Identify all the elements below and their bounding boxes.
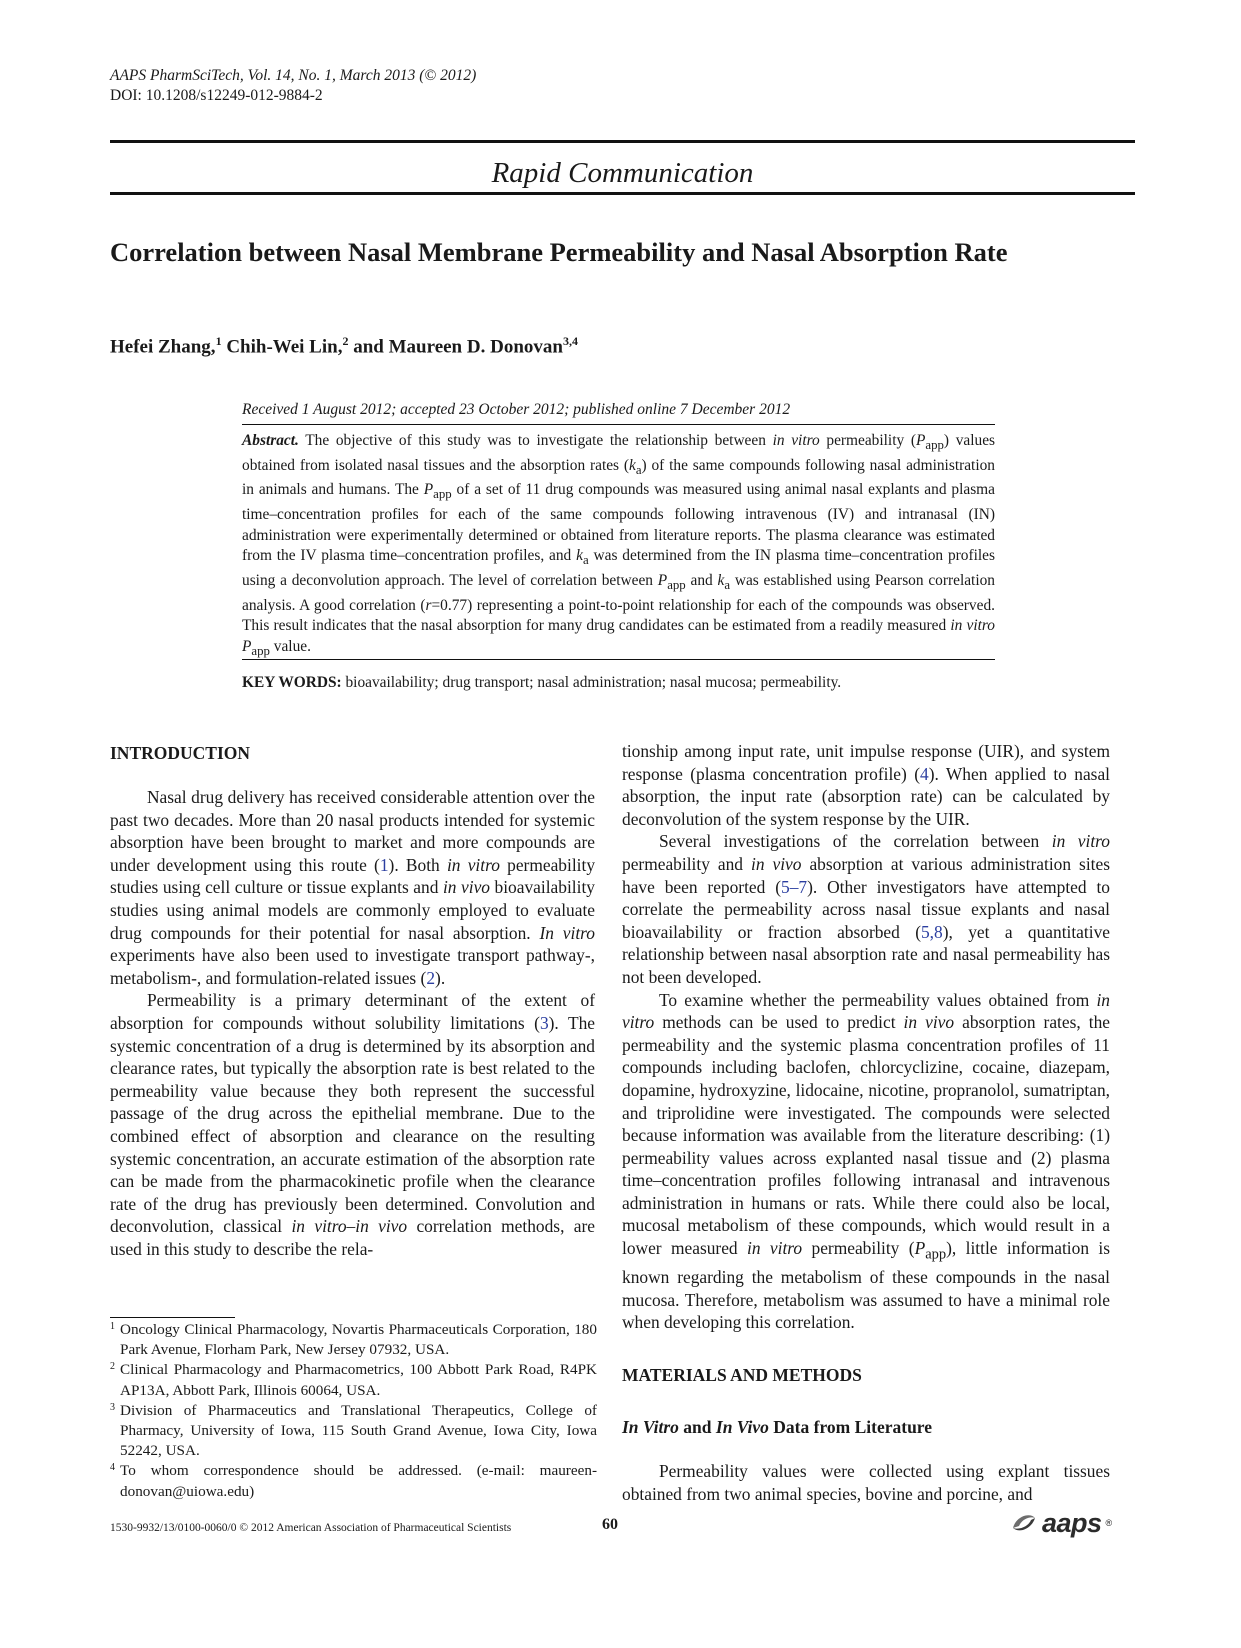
- section-heading-introduction: INTRODUCTION: [110, 743, 251, 763]
- paragraph: To examine whether the permeability values obtained from in vitro methods can be used to predict in vivo absorption rates, the permeability and the systemic plasma concentration profiles of 11 compounds including baclofen, chlorcyclizine, cocaine, diazepam, dopamine, hydroxyzine, lidocaine, nicotine, propranolol, sumatriptan, and triprolidine were investigated. The compounds were selected because information was available from the literature describing: (1) permeability values across explanted nasal tissue and (2) plasma time–concentration profiles following intranasal and intravenous administration in humans or rats. While there could also be local, mucosal metabolism of these compounds, which would result in a lower measured in vitro permeability $(P_{app})$, little information is known regarding the metabolism of these compounds in the nasal mucosa. Therefore, metabolism was assumed to have a minimal role when developing this correlation.: [622, 989, 1110, 1333]
- abstract-rule-bottom: [242, 659, 995, 660]
- footnote: 1 Oncology Clinical Pharmacology, Novartis Pharmaceuticals Corporation, 180 Park Avenue, Florham Park, New Jersey 07932, USA.: [110, 1321, 597, 1359]
- aaps-swirl-icon: [1010, 1510, 1038, 1536]
- author-list: [110, 329, 578, 359]
- citation-link[interactable]: 2: [426, 967, 436, 988]
- citation-link[interactable]: 5–7: [781, 876, 808, 897]
- page-number: 60: [602, 1516, 618, 1533]
- paragraph: Permeability values were collected using explant tissues obtained from two animal species, bovine and porcine, and: [622, 1460, 1110, 1504]
- header-rule-bottom: [110, 192, 1135, 195]
- footnote: 4 To whom correspondence should be addressed. (e-mail: maureen-donovan@uiowa.edu): [110, 1462, 597, 1500]
- paragraph: Permeability is a primary determinant of the extent of absorption for compounds without solubility limitations (3). The systemic concentration of a drug is determined by its absorption and clearance rates, but typically the absorption rate is best related to the permeability value because they both represent the successful passage of the drug across the epithelial membrane. Due to the combined effect of absorption and clearance on the resulting systemic concentration, an accurate estimation of the absorption rate can be made from the pharmacokinetic profile when the clearance rate of the drug has previously been determined. Convolution and deconvolution, classical in vitro–in vivo correlation methods, are used in this study to describe the rela-: [110, 990, 596, 1259]
- citation-link[interactable]: 1: [379, 854, 389, 875]
- subsection-heading: In Vitro and In Vivo Data from Literature: [622, 1416, 933, 1437]
- abstract: Abstract. The objective of this study was to investigate the relationship between in vitro permeability $(P_{app})$ values obtained from isolated nasal tissues and the absorption rates $(k_a)$ of the same compounds following nasal administration in animals and humans. The $P_{app}$ of a set of 11 drug compounds was measured using animal nasal explants and plasma time–concentration profiles for each of the same compounds following intravenous (IV) and intranasal (IN) administration were experimentally determined or obtained from literature reports. The plasma clearance was estimated from the IV plasma time–concentration profiles, and $k_a$ was determined from the IN plasma time–concentration profiles using a deconvolution approach. The level of correlation between $P_{app}$ and $k_a$ was established using Pearson correlation analysis. A good correlation (r=0.77) representing a point-to-point relationship for each of the compounds was observed. This result indicates that the nasal absorption for many drug candidates can be estimated from a readily measured in vitro $P_{app}$ value.: [242, 432, 996, 658]
- author-name: and Maureen D. Donovan: [353, 336, 563, 358]
- abstract-label: Abstract.: [242, 432, 299, 449]
- citation-link[interactable]: 4: [919, 763, 929, 784]
- paragraph: Nasal drug delivery has received considerable attention over the past two decades. More than 20 nasal products intended for systemic absorption have been brought to market and more compounds are under development using this route (1). Both in vitro permeability studies using cell culture or tissue explants and in vivo bioavailability studies using animal models are commonly employed to evaluate drug compounds for their potential for nasal absorption. In vitro experiments have also been used to investigate transport pathway-, metabolism-, and formulation-related issues (2).: [110, 787, 596, 988]
- footnote: 3 Division of Pharmaceutics and Translational Therapeutics, College of Pharmacy, University of Iowa, 115 South Grand Avenue, Iowa City, Iowa 52242, USA.: [110, 1401, 597, 1460]
- footer-copyright: 1530-9932/13/0100-0060/0 © 2012 American Association of Pharmaceutical Scientists: [110, 1522, 512, 1534]
- citation-link[interactable]: 5,8: [920, 921, 943, 942]
- author-affiliation: 1: [215, 334, 222, 348]
- logo-text: aaps: [1042, 1507, 1102, 1538]
- abstract-rule-top: [242, 424, 995, 425]
- keywords-text: bioavailability; drug transport; nasal administration; nasal mucosa; permeability.: [341, 674, 842, 691]
- author-affiliation: 2: [342, 334, 349, 348]
- registered-mark: ®: [1105, 1518, 1113, 1528]
- publisher-logo: [1010, 1508, 1112, 1538]
- paragraph: tionship among input rate, unit impulse response (UIR), and system response (plasma concentration profile) (4). When applied to nasal absorption, the input rate (absorption rate) can be calculated by deconvolution of the system response by the UIR.: [622, 741, 1110, 829]
- paragraph: Several investigations of the correlation between in vitro permeability and in vivo absorption at various administration sites have been reported (5–7). Other investigators have attempted to correlate the permeability across nasal tissue explants and nasal bioavailability or fraction absorbed (5,8), yet a quantitative relationship between nasal absorption rate and nasal permeability has not been developed.: [622, 831, 1110, 987]
- section-type: Rapid Communication: [491, 157, 754, 189]
- doi: DOI: 10.1208/s12249-012-9884-2: [110, 87, 323, 104]
- footnotes: [110, 1320, 597, 1502]
- author-name: Chih-Wei Lin,: [226, 336, 343, 358]
- author-affiliation: 3,4: [562, 334, 578, 348]
- keywords: [242, 673, 1002, 692]
- section-heading-methods: MATERIALS AND METHODS: [622, 1364, 862, 1385]
- author-name: Hefei Zhang,: [110, 336, 216, 358]
- footnote-rule: [110, 1317, 235, 1318]
- footnote: 2 Clinical Pharmacology and Pharmacometrics, 100 Abbott Park Road, R4PK AP13A, Abbott Park, Illinois 60064, USA.: [110, 1361, 597, 1399]
- header-rule-top: [110, 140, 1135, 143]
- article-title: Correlation between Nasal Membrane Permeability and Nasal Absorption Rate: [110, 237, 1008, 267]
- keywords-label: KEY WORDS:: [242, 674, 342, 691]
- right-column: [622, 740, 1110, 1505]
- journal-citation: AAPS PharmSciTech, Vol. 14, No. 1, March 2013 (© 2012): [110, 67, 477, 84]
- received-dates: Received 1 August 2012; accepted 23 October 2012; published online 7 December 2012: [242, 401, 791, 418]
- citation-link[interactable]: 3: [539, 1012, 549, 1033]
- left-column: [110, 742, 595, 1260]
